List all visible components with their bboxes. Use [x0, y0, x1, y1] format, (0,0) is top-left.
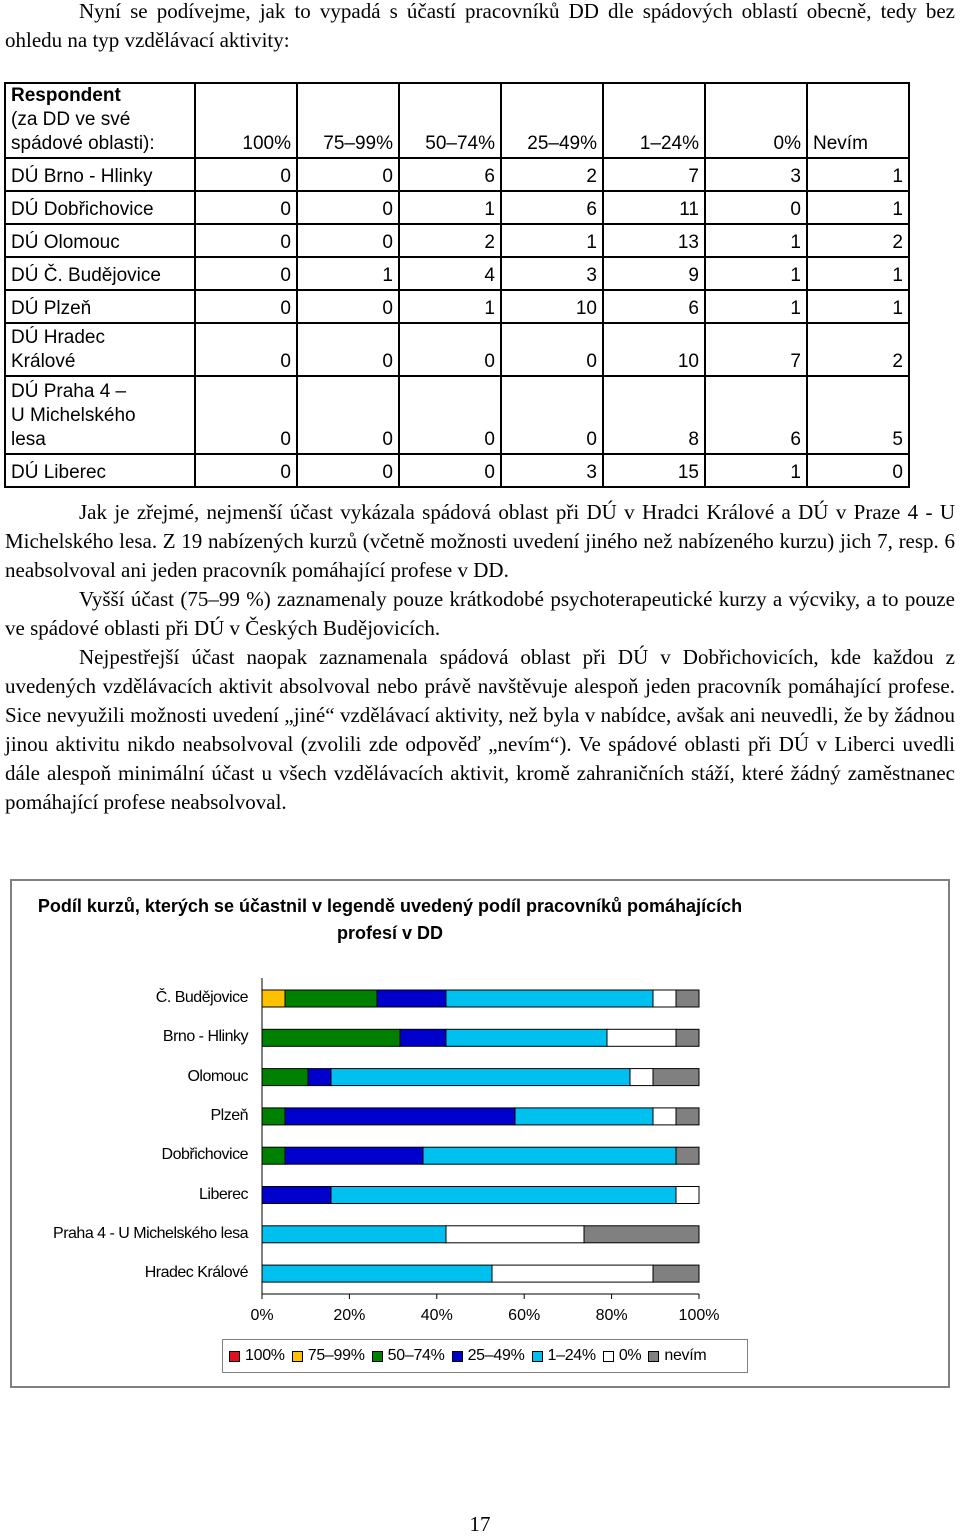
table-cell: 0 — [195, 224, 297, 257]
table-cell: 8 — [603, 376, 705, 454]
legend-swatch — [452, 1351, 463, 1362]
table-cell: 2 — [807, 323, 909, 376]
bar-segment — [676, 1029, 699, 1046]
bar-segment — [630, 1069, 653, 1086]
bar-segment — [308, 1069, 331, 1086]
legend-swatch — [603, 1351, 614, 1362]
legend-item — [452, 1347, 525, 1365]
bar-segment — [423, 1147, 676, 1164]
row-name-cell: DÚ Brno - Hlinky — [5, 158, 195, 191]
table-cell: 1 — [501, 224, 603, 257]
x-tick-label: 20% — [333, 1307, 366, 1324]
table-header-cell: 50–74% — [399, 83, 501, 158]
table-cell: 0 — [705, 191, 807, 224]
legend-item — [292, 1347, 365, 1365]
table-cell: 7 — [705, 323, 807, 376]
category-label: Liberec — [199, 1185, 248, 1203]
table-cell: 3 — [501, 454, 603, 487]
row-name-cell: DÚ Liberec — [5, 454, 195, 487]
bar-segment — [653, 1108, 676, 1125]
table-cell: 1 — [807, 257, 909, 290]
table-cell: 1 — [807, 158, 909, 191]
table-cell: 0 — [195, 257, 297, 290]
bar-segment — [446, 1226, 584, 1243]
table-cell: 10 — [501, 290, 603, 323]
table-cell: 10 — [603, 323, 705, 376]
table-cell: 0 — [195, 158, 297, 191]
table-cell: 0 — [195, 323, 297, 376]
table-cell: 2 — [399, 224, 501, 257]
table-cell: 6 — [399, 158, 501, 191]
table-cell: 0 — [195, 454, 297, 487]
table-header-cell: 1–24% — [603, 83, 705, 158]
table-cell: 5 — [807, 376, 909, 454]
table-cell: 0 — [195, 191, 297, 224]
table-cell: 0 — [399, 454, 501, 487]
table-cell: 0 — [297, 290, 399, 323]
legend-label: 50–74% — [387, 1347, 445, 1364]
bar-segment — [653, 1069, 699, 1086]
row-name-cell: DÚ Olomouc — [5, 224, 195, 257]
paragraph-1: Jak je zřejmé, nejmenší účast vykázala spádová oblast při DÚ v Hradci Králové a DÚ v Praze 4 - U Michelského lesa. Z 19 nabízených kurzů (včetně možnosti uvedení jiného než nabízeného kurzu) jich 7, resp. 6 neabsolvoval ani jeden pracovník pomáhající profese v DD. — [5, 500, 955, 582]
table-cell: 1 — [807, 290, 909, 323]
table-cell: 3 — [705, 158, 807, 191]
table-cell: 1 — [297, 257, 399, 290]
table-cell: 1 — [399, 191, 501, 224]
x-tick-label: 80% — [595, 1307, 628, 1324]
table-cell: 11 — [603, 191, 705, 224]
legend-label: 0% — [618, 1347, 642, 1364]
table-cell: 0 — [195, 376, 297, 454]
table-cell: 3 — [501, 257, 603, 290]
table-cell: 0 — [399, 323, 501, 376]
bar-segment — [331, 1069, 630, 1086]
table-cell: 2 — [501, 158, 603, 191]
paragraph-2: Vyšší účast (75–99 %) zaznamenaly pouze krátkodobé psychoterapeutické kurzy a výcviky, a to pouze ve spádové oblasti při DÚ v Českých Budějovicích. — [5, 587, 955, 640]
category-label: Hradec Králové — [144, 1264, 248, 1282]
bar-segment — [377, 990, 446, 1007]
bar-segment — [262, 1187, 331, 1204]
table-cell: 0 — [297, 376, 399, 454]
bar-segment — [653, 1265, 699, 1282]
table-cell: 0 — [297, 454, 399, 487]
legend-item — [603, 1347, 642, 1365]
table-cell: 4 — [399, 257, 501, 290]
category-label: Dobřichovice — [161, 1146, 248, 1164]
row-name-cell: DÚ Hradec Králové — [5, 323, 195, 376]
category-label: Brno - Hlinky — [162, 1028, 248, 1046]
table-cell: 1 — [705, 454, 807, 487]
legend-swatch — [229, 1351, 240, 1362]
x-tick-label: 100% — [678, 1307, 720, 1324]
legend-label: nevím — [664, 1347, 707, 1364]
row-name-cell: DÚ Plzeň — [5, 290, 195, 323]
legend-swatch — [372, 1351, 383, 1362]
bar-segment — [262, 1147, 285, 1164]
bar-segment — [285, 1147, 423, 1164]
intro-paragraph: Nyní se podívejme, jak to vypadá s účastí pracovníků DD dle spádových oblastí obecně, tedy bez ohledu na typ vzdělávací aktivity: — [5, 0, 955, 52]
paragraph-3: Nejpestřejší účast naopak zaznamenala spádová oblast při DÚ v Dobřichovicích, kde každou z uvedených vzdělávacích aktivit absolvoval nebo právě navštěvuje alespoň jeden pracovník pomáhající profese. Sice nevyužili možnosti uvedení „jiné“ vzdělávací aktivity, než byla v nabídce, avšak ani neuvedli, že by žádnou jinou aktivitu nikdo neabsolvoval (zvolili zde odpověď „nevím“). Ve spádové oblasti při DÚ v Liberci uvedli dále alespoň minimální účast u všech vzdělávacích aktivit, kromě zahraničních stáží, které žádný zaměstnanec pomáhající profese neabsolvoval. — [5, 645, 955, 814]
category-label: Praha 4 - U Michelského lesa — [53, 1224, 248, 1242]
bar-segment — [262, 1265, 492, 1282]
table-header-cell: Nevím — [807, 83, 909, 158]
legend-swatch — [292, 1351, 303, 1362]
table-header-cell: 25–49% — [501, 83, 603, 158]
chart-legend — [222, 1339, 748, 1373]
bar-segment — [676, 990, 699, 1007]
table-cell: 1 — [705, 257, 807, 290]
x-tick-label: 0% — [250, 1307, 274, 1324]
bar-segment — [446, 990, 653, 1007]
table-cell: 1 — [705, 290, 807, 323]
table-cell: 15 — [603, 454, 705, 487]
chart-title: Podíl kurzů, kterých se účastnil v legendě uvedený podíl pracovníků pomáhajících profesí v DD — [37, 896, 743, 943]
category-label: Plzeň — [210, 1106, 248, 1124]
bar-segment — [676, 1108, 699, 1125]
row-name-cell: DÚ Č. Budějovice — [5, 257, 195, 290]
table-cell: 13 — [603, 224, 705, 257]
bar-segment — [262, 1069, 308, 1086]
bar-segment — [584, 1226, 699, 1243]
bar-segment — [653, 990, 676, 1007]
table-cell: 1 — [705, 224, 807, 257]
bar-segment — [262, 990, 285, 1007]
bar-segment — [515, 1108, 653, 1125]
bar-segment — [676, 1187, 699, 1204]
legend-swatch — [648, 1351, 659, 1362]
table-cell: 0 — [501, 376, 603, 454]
bar-segment — [331, 1187, 676, 1204]
bar-segment — [492, 1265, 653, 1282]
table-cell: 9 — [603, 257, 705, 290]
category-label: Olomouc — [187, 1067, 248, 1085]
bar-segment — [607, 1029, 676, 1046]
table-cell: 2 — [807, 224, 909, 257]
legend-label: 25–49% — [467, 1347, 525, 1364]
table-header-cell: 100% — [195, 83, 297, 158]
bar-segment — [285, 1108, 515, 1125]
legend-label: 100% — [245, 1347, 285, 1364]
table-cell: 0 — [399, 376, 501, 454]
row-name-cell: DÚ Dobřichovice — [5, 191, 195, 224]
legend-swatch — [532, 1351, 543, 1362]
legend-item — [532, 1347, 596, 1365]
table-cell: 6 — [603, 290, 705, 323]
bar-segment — [446, 1029, 607, 1046]
bar-segment — [262, 1029, 400, 1046]
page-number: 17 — [469, 1512, 491, 1536]
table-header-cell: 75–99% — [297, 83, 399, 158]
bar-segment — [262, 1108, 285, 1125]
table-header-cell: Respondent (za DD ve své spádové oblasti): — [5, 83, 195, 158]
x-tick-label: 40% — [420, 1307, 453, 1324]
table-cell: 0 — [297, 323, 399, 376]
table-cell: 1 — [399, 290, 501, 323]
table-header-cell: 0% — [705, 83, 807, 158]
legend-label: 75–99% — [307, 1347, 365, 1364]
table-cell: 0 — [807, 454, 909, 487]
bar-segment — [285, 990, 377, 1007]
table-cell: 0 — [195, 290, 297, 323]
header-respondent-label: Respondent — [11, 85, 121, 106]
category-label: Č. Budějovice — [155, 989, 248, 1006]
table-cell: 0 — [297, 158, 399, 191]
legend-label: 1–24% — [547, 1347, 596, 1364]
bar-segment — [262, 1226, 446, 1243]
table-cell: 0 — [297, 224, 399, 257]
bar-segment — [400, 1029, 446, 1046]
x-tick-label: 60% — [508, 1307, 541, 1324]
table-cell: 6 — [705, 376, 807, 454]
table-cell: 7 — [603, 158, 705, 191]
legend-item — [648, 1347, 706, 1365]
table-cell: 0 — [501, 323, 603, 376]
row-name-cell: DÚ Praha 4 – U Michelského lesa — [5, 376, 195, 454]
bar-segment — [676, 1147, 699, 1164]
legend-item — [229, 1347, 285, 1365]
table-cell: 0 — [297, 191, 399, 224]
table-cell: 1 — [807, 191, 909, 224]
legend-item — [372, 1347, 445, 1365]
table-cell: 6 — [501, 191, 603, 224]
